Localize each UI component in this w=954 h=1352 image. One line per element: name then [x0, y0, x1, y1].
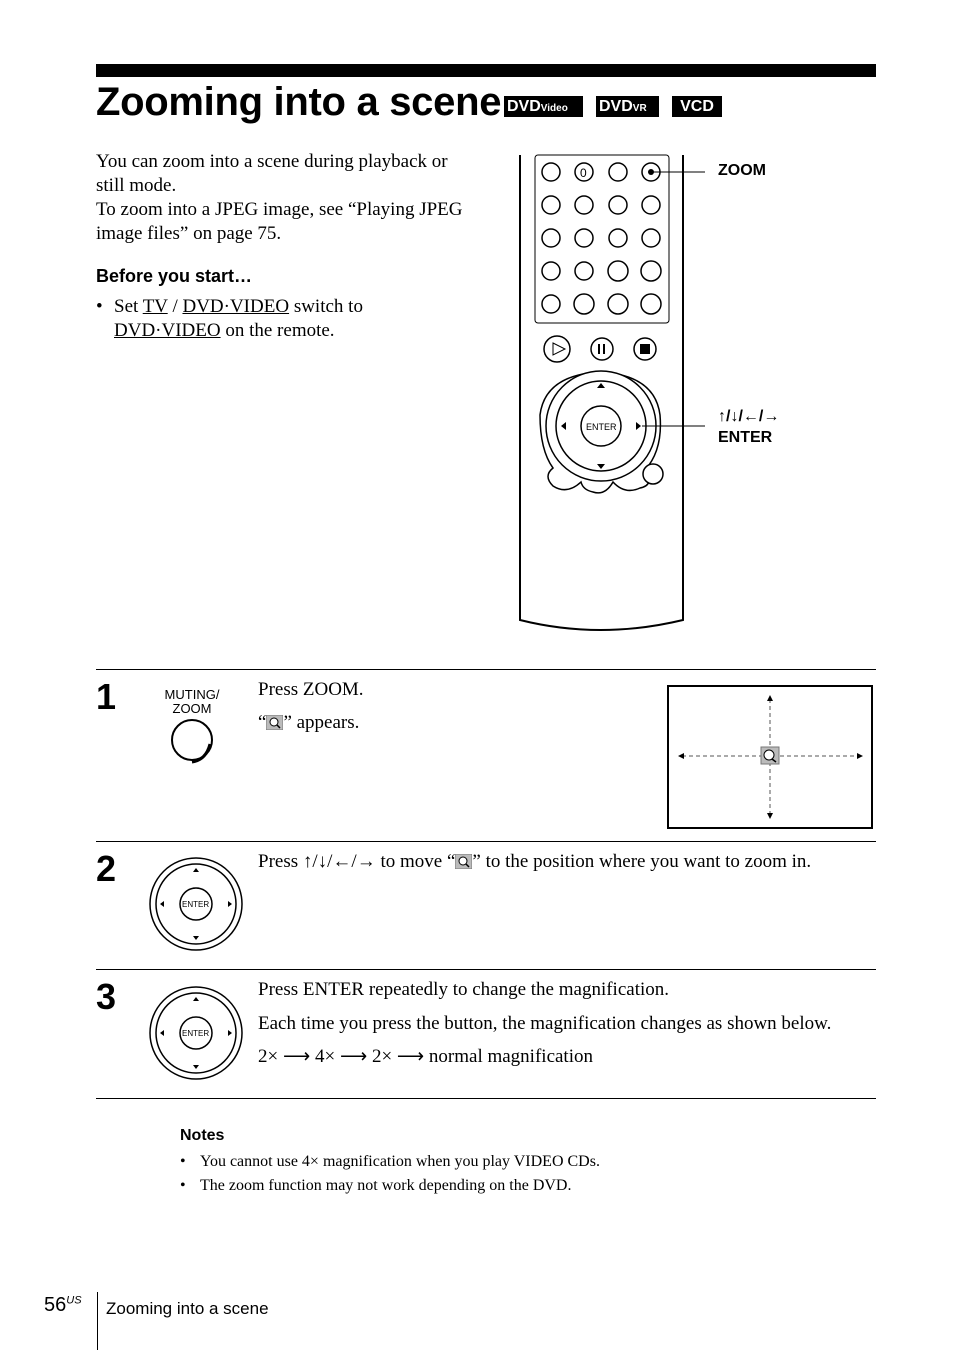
intro-line-1: You can zoom into a scene during playback or still mode.: [96, 151, 448, 196]
step-1-number: 1: [96, 676, 117, 717]
remote-arrows-label: ↑/↓/←/→: [718, 408, 780, 425]
muting-zoom-label: MUTING/ ZOOM: [164, 687, 220, 716]
arrow-right-icon: ⟶: [282, 1046, 311, 1067]
footer-divider: [97, 1292, 98, 1350]
before-you-start-heading: Before you start…: [96, 266, 253, 286]
step-1-text: Press ZOOM. “ ” appears.: [258, 679, 364, 733]
before-you-start-bullet: • Set TV / DVD·VIDEO switch to DVD·VIDEO on the remote.: [96, 296, 363, 341]
svg-text:ENTER: ENTER: [182, 1029, 210, 1038]
muting-zoom-button-icon: [170, 718, 216, 764]
footer-section-title: Zooming into a scene: [106, 1299, 269, 1318]
svg-text:ENTER: ENTER: [182, 900, 210, 909]
step-2-number: 2: [96, 848, 117, 889]
notes-heading: Notes: [180, 1127, 225, 1144]
vcd-badge: VCD: [672, 96, 722, 117]
steps-bottom-rule: [96, 1098, 876, 1099]
page-number: $56^{US}$: [44, 1294, 82, 1316]
step-2-text: Press ↑/↓/←/→ to move “ ” to the position where you want to zoom in.: [258, 851, 812, 872]
remote-enter-label: ENTER: [586, 422, 617, 432]
intro-text: [96, 150, 466, 246]
step-3-number: 3: [96, 976, 117, 1017]
dvd-video-badge: DVDVideo: [504, 96, 583, 117]
enter-dpad-icon: [148, 856, 244, 952]
remote-illustration: [505, 150, 705, 635]
page-title: Zooming into a scene: [96, 80, 502, 124]
zoom-cursor-icon: [455, 854, 472, 869]
zoom-screen-diagram: [667, 685, 874, 829]
arrow-right-icon: ⟶: [339, 1046, 368, 1067]
remote-zoom-label: ZOOM: [718, 162, 766, 179]
note-item: • You cannot use 4× magnification when you play VIDEO CDs.: [180, 1153, 600, 1170]
step-3-text: Press ENTER repeatedly to change the magnification. Each time you press the button, the magnification changes as shown below. 2× ⟶ 4× ⟶ 2× ⟶ normal magnification: [258, 979, 832, 1067]
zoom-cursor-icon: [266, 715, 283, 730]
enter-dpad-icon: [148, 985, 244, 1081]
step-1-rule: [96, 669, 876, 670]
step-2-rule: [96, 841, 876, 842]
intro-line-2: To zoom into a JPEG image, see “Playing JPEG image files” on page 75.: [96, 199, 463, 244]
magnification-sequence: 2× ⟶ 4× ⟶ 2× ⟶ normal magnification: [258, 1046, 593, 1067]
note-item: • The zoom function may not work depending on the DVD.: [180, 1177, 572, 1194]
zero-button-label: 0: [580, 166, 587, 180]
title-rule: [96, 64, 876, 77]
step-3-rule: [96, 969, 876, 970]
arrow-right-icon: ⟶: [396, 1046, 425, 1067]
remote-enter-callout: ENTER: [718, 429, 773, 446]
dvd-vr-badge: DVDVR: [596, 96, 659, 117]
